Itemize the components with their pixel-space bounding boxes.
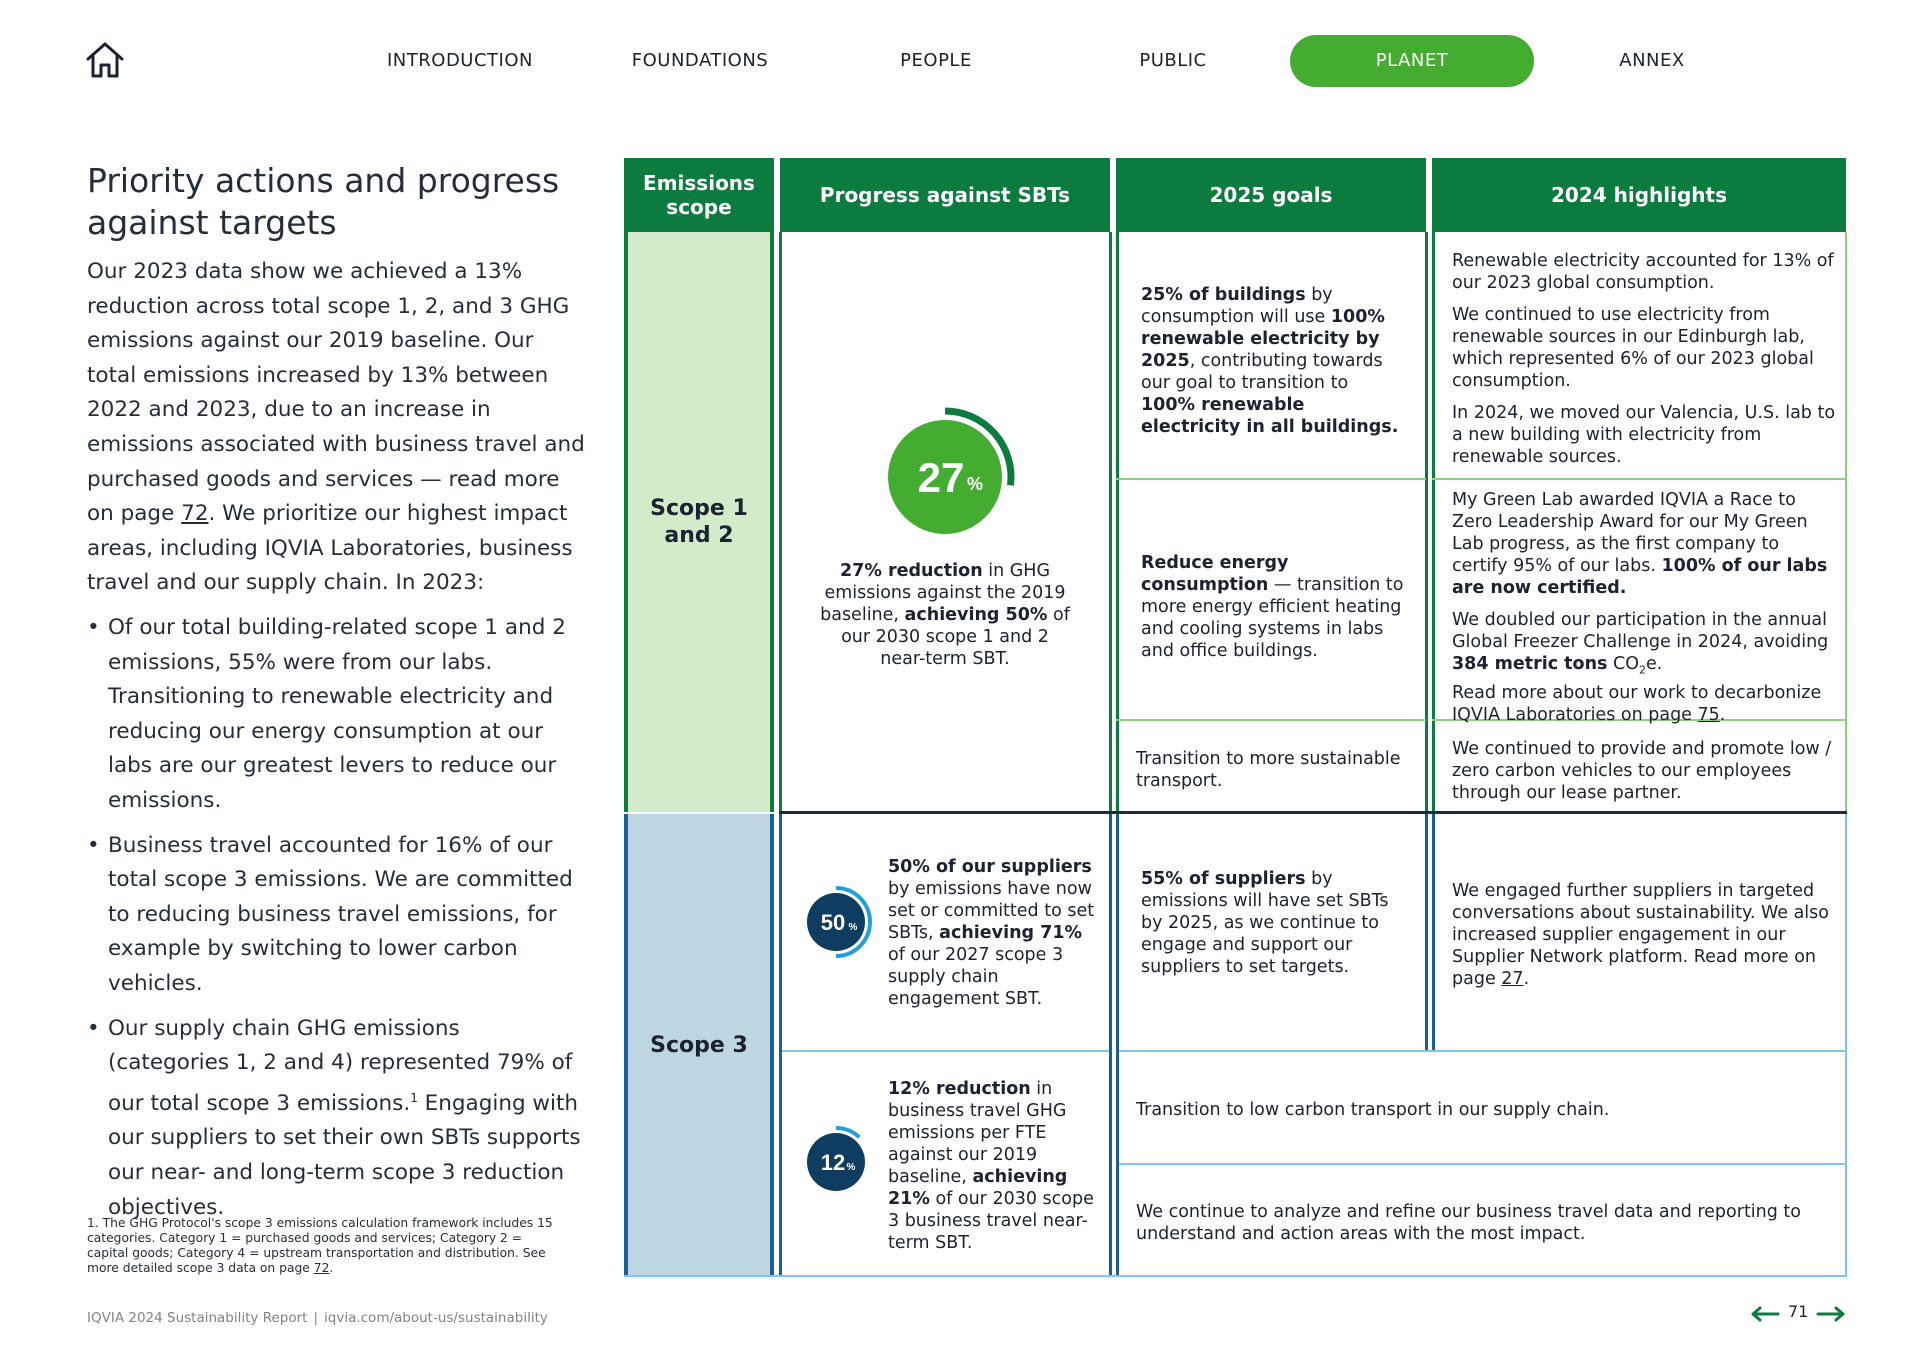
scope3-supplier-progress-text: 50% of our suppliers by emissions have now set or committed to set SBTs, achieving 71% of our 2027 scope 3 supply chain engagement SBT.	[888, 857, 1095, 1009]
footnote: 1. The GHG Protocol's scope 3 emissions calculation framework includes 15 categories. Category 1 = purchased goods and services; Category 2 = capital goods; Category 4 = upstream transportation and distribution. See more detailed scope 3 data on page 72.	[87, 1216, 553, 1275]
donut-unit: %	[846, 1162, 856, 1173]
nav-people[interactable]: PEOPLE	[900, 50, 972, 71]
goal-supplier-sbts: 55% of suppliers by emissions will have set SBTs by 2025, as we continue to engage and support our suppliers to set targets.	[1141, 869, 1389, 977]
page-number: 71	[1788, 1302, 1809, 1321]
goal-sustainable-transport: Transition to more sustainable transport.	[1136, 749, 1401, 791]
previous-page-arrow-icon[interactable]	[1750, 1306, 1780, 1322]
page-link-75[interactable]: 75	[1697, 704, 1720, 725]
list-item: • Of our total building-related scope 1 and 2 emissions, 55% were from our labs. Transitioning to renewable electricity and reducing our energy consumption at our labs are our greatest levers to reduce our emissions.	[87, 611, 587, 819]
progress-donut-50	[800, 880, 880, 960]
donut-value: 50	[820, 910, 846, 935]
highlights-vehicles: We continued to provide and promote low / zero carbon vehicles to our employees through our lease partner.	[1452, 739, 1832, 803]
header-2025-goals: 2025 goals	[1116, 158, 1426, 232]
donut-value: 27	[917, 454, 965, 501]
header-progress: Progress against SBTs	[780, 158, 1110, 232]
header-2024-highlights: 2024 highlights	[1432, 158, 1846, 232]
progress-donut-27	[880, 400, 1020, 540]
next-page-arrow-icon[interactable]	[1816, 1306, 1846, 1322]
scope3-travel-progress-text: 12% reduction in business travel GHG emissions per FTE against our 2019 baseline, achieving 21% of our 2030 scope 3 business travel near-term SBT.	[888, 1079, 1094, 1253]
donut-unit: %	[848, 922, 858, 933]
scope12-progress-text: 27% reduction in GHG emissions against the 2019 baseline, achieving 50% of our 2030 scope 1 and 2 near-term SBT.	[820, 561, 1070, 669]
top-navigation	[0, 35, 1920, 87]
nav-annex[interactable]: ANNEX	[1619, 50, 1685, 71]
report-name: IQVIA 2024 Sustainability Report	[87, 1310, 308, 1326]
page-footer: IQVIA 2024 Sustainability Report | iqvia.com/about-us/sustainability	[87, 1310, 548, 1326]
highlights-renewable: Renewable electricity accounted for 13% of our 2023 global consumption. We continued to use electricity from renewable sources in our Edinburgh lab, which represented 6% of our 2023 global consumption. In 2024, we moved our Valencia, U.S. lab to a new building with electricity from renewable sources.	[1452, 251, 1836, 467]
page-link-27[interactable]: 27	[1501, 969, 1524, 989]
list-item: • Business travel accounted for 16% of our total scope 3 emissions. We are committed to reducing business travel emissions, for example by switching to lower carbon vehicles.	[87, 829, 587, 1002]
nav-introduction[interactable]: INTRODUCTION	[387, 50, 533, 71]
page-link-72[interactable]: 72	[181, 501, 209, 527]
scope-3-label: Scope 3	[624, 814, 774, 1276]
goal-renewable-electricity: 25% of buildings by consumption will use 100% renewable electricity by 2025, contributing towards our goal to transition to 100% renewable electricity in all buildings.	[1141, 285, 1399, 437]
highlights-business-travel-data: We continue to analyze and refine our business travel data and reporting to understand and action areas with the most impact.	[1136, 1202, 1801, 1244]
page-title: Priority actions and progress against targets	[87, 161, 560, 242]
list-item: • Our supply chain GHG emissions (categories 1, 2 and 4) represented 79% of our total scope 3 emissions.$^1$ Engaging with our suppliers to set their own SBTs supports our near- and long-term scope 3 reduction objectives.	[87, 1012, 587, 1226]
donut-value: 12	[820, 1150, 846, 1175]
highlights-green-lab: My Green Lab awarded IQVIA a Race to Zero Leadership Award for our My Green Lab progress, as the first company to certify 95% of our labs. 100% of our labs are now certified. We doubled our participation in the annual Global Freezer Challenge in 2024, avoiding 384 metric tons $CO_2e$. Read more about our work to decarbonize IQVIA Laboratories on page 75.	[1452, 490, 1829, 725]
nav-foundations[interactable]: FOUNDATIONS	[631, 50, 769, 71]
nav-public[interactable]: PUBLIC	[1139, 50, 1207, 71]
highlights-supplier-engagement: We engaged further suppliers in targeted conversations about sustainability. We also increased supplier engagement in our Supplier Network platform. Read more on page 27.	[1452, 881, 1829, 989]
bullet-list	[87, 611, 587, 1235]
nav-planet[interactable]: PLANET	[1290, 35, 1534, 87]
progress-donut-12	[800, 1120, 880, 1200]
scope-1-2-label: Scope 1 and 2	[624, 232, 774, 812]
header-emissions-scope: Emissions scope	[624, 158, 774, 232]
donut-unit: %	[966, 474, 984, 494]
intro-paragraph: Our 2023 data show we achieved a 13% reduction across total scope 1, 2, and 3 GHG emissions against our 2019 baseline. Our total emissions increased by 13% between 2022 and 2023, due to an increase in emissions associated with business travel and purchased goods and services — read more on page 72. We prioritize our highest impact areas, including IQVIA Laboratories, business travel and our supply chain. In 2023:	[87, 259, 585, 596]
footer-url[interactable]: iqvia.com/about-us/sustainability	[324, 1310, 548, 1326]
goal-reduce-energy: Reduce energy consumption — transition to more energy efficient heating and cooling systems in labs and office buildings.	[1141, 553, 1404, 661]
goal-low-carbon-supply-transport: Transition to low carbon transport in our supply chain.	[1136, 1100, 1610, 1120]
footnote-page-link[interactable]: 72	[313, 1261, 330, 1275]
